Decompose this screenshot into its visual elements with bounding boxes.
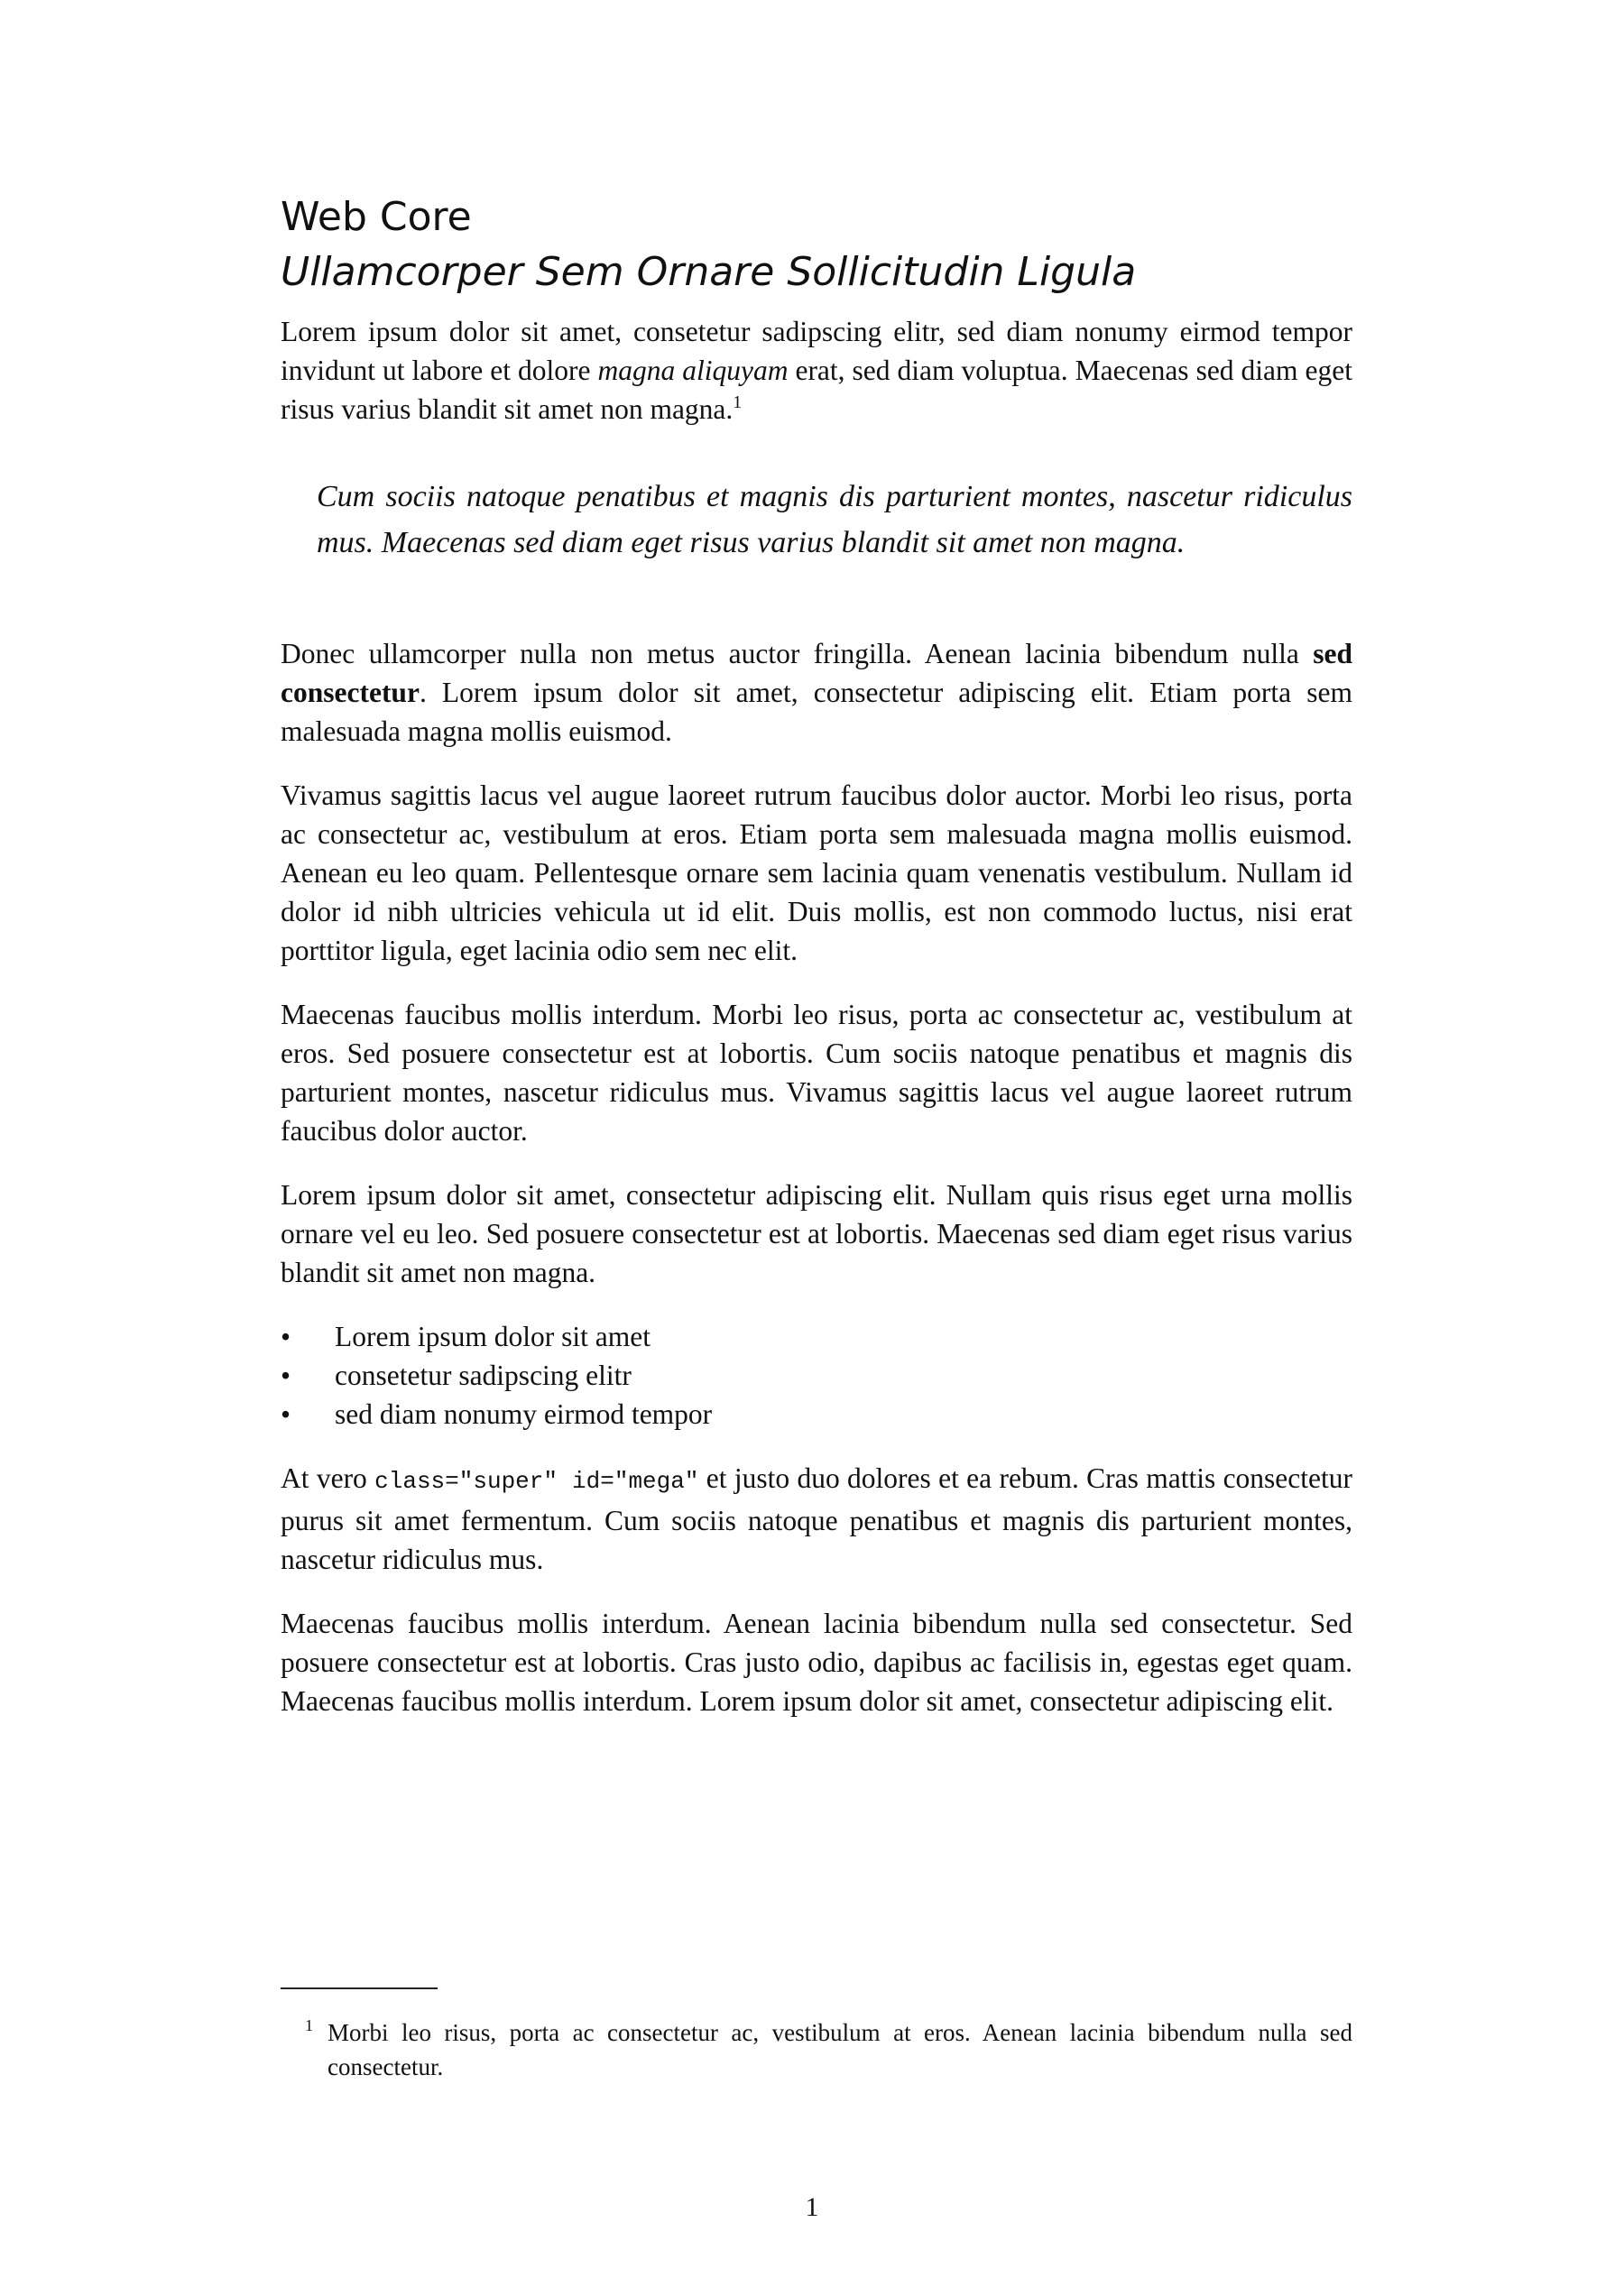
paragraph-7: Maecenas faucibus mollis interdum. Aenean lacinia bibendum nulla sed consectetur. Sed posuere consectetur est at lobortis. Cras justo odio, dapibus ac facilisis in, egestas eget quam. Maecenas faucibus mollis interdum. Lorem ipsum dolor sit amet, consectetur adipiscing elit.	[281, 1608, 1352, 1717]
footnote-reference[interactable]: 1	[733, 392, 743, 412]
intro-emphasis: magna aliquyam	[597, 355, 789, 386]
intro-text-end: erat, sed diam voluptua. Maecenas sed diam eget risus varius blandit sit amet non magna.	[281, 355, 1353, 425]
list-item	[281, 1395, 1352, 1434]
block-quote: Cum sociis natoque penatibus et magnis dis parturient montes, nascetur ridiculus mus. Maecenas sed diam eget risus varius blandit sit amet non magna.	[317, 480, 1352, 559]
list-item-text: Lorem ipsum dolor sit amet	[335, 1321, 651, 1352]
page-subtitle: Ullamcorper Sem Ornare Sollicitudin Ligula	[281, 249, 1137, 295]
paragraph-2-text-start: Donec ullamcorper nulla non metus auctor fringilla. Aenean lacinia bibendum nulla	[281, 638, 1314, 669]
paragraph-5: Lorem ipsum dolor sit amet, consectetur adipiscing elit. Nullam quis risus eget urna mollis ornare vel eu leo. Sed posuere consectetur est at lobortis. Maecenas sed diam eget risus varius blandit sit amet non magna.	[281, 1179, 1352, 1288]
list-item-text: consetetur sadipscing elitr	[335, 1360, 632, 1391]
footnote-text: Morbi leo risus, porta ac consectetur ac, vestibulum at eros. Aenean lacinia bibendum nulla sed consectetur.	[328, 2019, 1352, 2080]
paragraph-2-text-end: . Lorem ipsum dolor sit amet, consectetur adipiscing elit. Etiam porta sem malesuada magna mollis euismod.	[281, 677, 1352, 747]
paragraph-2-strong: sed consectetur	[281, 638, 1352, 708]
footnote-divider	[281, 1987, 438, 1989]
footnote	[305, 2015, 1352, 2084]
page-title: Web Core	[281, 194, 472, 240]
intro-text-start: Lorem ipsum dolor sit amet, consetetur sadipscing elitr, sed diam nonumy eirmod tempor invidunt ut labore et dolore	[281, 316, 1352, 386]
bullet-marker: •	[281, 1398, 291, 1430]
paragraph-6	[281, 1459, 1352, 1579]
bullet-marker: •	[281, 1360, 291, 1391]
list-item	[281, 1356, 1352, 1395]
paragraph-3: Vivamus sagittis lacus vel augue laoreet rutrum faucibus dolor auctor. Morbi leo risus, porta ac consectetur ac, vestibulum at eros. Etiam porta sem malesuada magna mollis euismod. Aenean eu leo quam. Pellentesque ornare sem lacinia quam venenatis vestibulum. Nullam id dolor id nibh ultricies vehicula ut id elit. Duis mollis, est non commodo luctus, nisi erat porttitor ligula, eget lacinia odio sem nec elit.	[281, 779, 1352, 966]
list-item-text: sed diam nonumy eirmod tempor	[335, 1398, 713, 1430]
page-number: 1	[805, 2192, 819, 2222]
paragraph-6-text-start: At vero	[281, 1462, 375, 1494]
list-item	[281, 1317, 1352, 1356]
paragraph-2	[281, 634, 1352, 751]
paragraph-4: Maecenas faucibus mollis interdum. Morbi leo risus, porta ac consectetur ac, vestibulum at eros. Sed posuere consectetur est at lobortis. Cum sociis natoque penatibus et magnis dis parturient montes, nascetur ridiculus mus. Vivamus sagittis lacus vel augue laoreet rutrum faucibus dolor auctor.	[281, 999, 1352, 1147]
page-content	[281, 191, 1352, 1720]
bullet-marker: •	[281, 1321, 291, 1352]
bullet-list	[281, 1317, 1352, 1434]
footnote-mark: 1	[305, 2016, 313, 2034]
inline-code: class="super" id="mega"	[374, 1468, 699, 1495]
paragraph-6-text-end: et justo duo dolores et ea rebum. Cras mattis consectetur purus sit amet fermentum. Cum sociis natoque penatibus et magnis dis parturient montes, nascetur ridiculus mus.	[281, 1462, 1352, 1575]
intro-paragraph	[281, 312, 1352, 429]
